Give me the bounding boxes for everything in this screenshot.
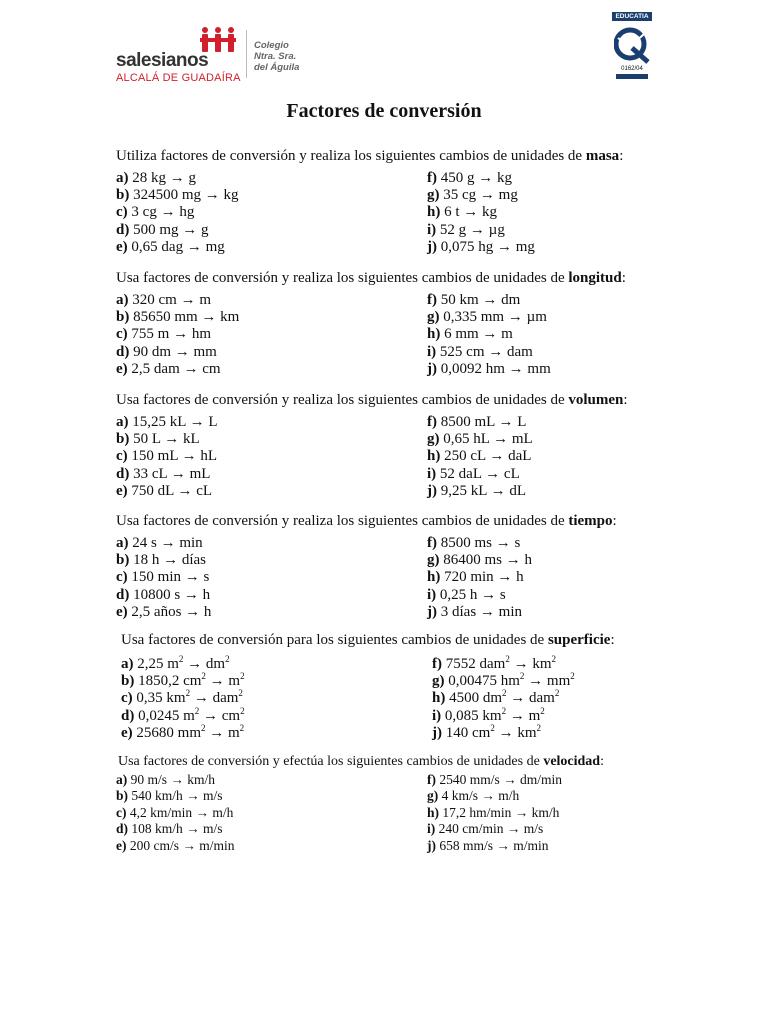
item-label: c) [116, 448, 132, 465]
instruction-keyword: longitud [568, 270, 622, 286]
exponent: 2 [185, 688, 191, 699]
item-text: 2,5 años → h [131, 603, 212, 620]
item-text: 3 días → min [440, 603, 522, 620]
exercise-item [116, 788, 223, 804]
item-label: g) [427, 309, 444, 326]
item-label: b) [116, 552, 134, 569]
item-text: 6 mm → m [444, 326, 513, 343]
item-text: 200 cm/s → m/min [129, 837, 235, 853]
exercise-item [427, 466, 520, 483]
item-label: b) [116, 309, 134, 326]
school-name [254, 40, 299, 73]
item-text: 85650 mm → km [133, 309, 240, 326]
exponent: 2 [519, 671, 525, 682]
item-text: 1850,2 cm [138, 673, 202, 690]
exercise-item [427, 414, 526, 431]
item-label: j) [427, 603, 441, 620]
instruction-text: Usa factores de conversión y realiza los siguientes cambios de unidades de [116, 270, 569, 286]
item-label: j) [427, 238, 441, 255]
item-label: e) [116, 360, 132, 377]
item-label: e) [116, 482, 132, 499]
exercise-item [427, 431, 533, 448]
exercise-item [116, 805, 233, 821]
item-label: b) [116, 187, 134, 204]
item-label: a) [121, 656, 138, 672]
item-text: 0,0092 hm → mm [440, 360, 551, 377]
exercise-item [427, 535, 520, 552]
item-label: d) [116, 586, 134, 603]
exercise-item [427, 292, 520, 309]
exponent: 2 [225, 654, 230, 664]
item-text: 755 m → hm [131, 326, 211, 343]
item-text: 8500 ms → s [440, 535, 521, 551]
section-instruction [116, 392, 628, 409]
item-label: d) [116, 343, 134, 360]
exponent: 2 [490, 722, 495, 733]
exponent: 2 [540, 705, 545, 716]
item-text: 240 cm/min → m/s [438, 821, 544, 837]
item-label: e) [116, 603, 132, 620]
exercise-item [427, 788, 519, 804]
cert-code: 0162/04 [621, 66, 643, 72]
exercise-item [427, 222, 505, 239]
item-text: 28 kg → g [132, 170, 196, 186]
exercise-item [427, 838, 549, 854]
item-text: 0,085 km [444, 707, 502, 724]
item-text: 50 L → kL [133, 431, 200, 448]
item-text: 86400 ms → h [443, 552, 533, 569]
exponent: 2 [570, 671, 575, 682]
item-text: 18 h → días [133, 552, 207, 569]
exercise-item [427, 569, 524, 586]
exercise-item [116, 344, 217, 361]
exponent: 2 [178, 654, 184, 664]
exercise-item [116, 448, 217, 465]
exercise-item [116, 569, 209, 586]
exponent: 2 [239, 722, 245, 733]
exercise-item [116, 466, 210, 483]
item-text: 25680 mm [136, 724, 201, 741]
instruction-text: Usa factores de conversión y realiza los siguientes cambios de unidades de [116, 513, 569, 529]
item-label: a) [116, 170, 133, 186]
item-text: 0,25 h → s [439, 586, 506, 603]
item-text: 500 mg → g [133, 221, 209, 238]
item-text: 658 mm/s → m/min [439, 837, 549, 853]
exercise-item [116, 483, 212, 500]
exercise-item [121, 673, 245, 690]
exercise-item [427, 604, 522, 621]
exponent: 2 [240, 705, 245, 716]
item-text: 10800 s → h [133, 586, 211, 603]
certification-seal [612, 12, 652, 82]
item-label: c) [121, 690, 137, 707]
item-label: j) [432, 724, 446, 741]
item-label: g) [427, 552, 444, 569]
item-text: 0,335 mm → µm [443, 309, 547, 326]
item-label: f) [427, 535, 441, 551]
item-text: 2,5 dam → cm [131, 360, 221, 377]
item-label: c) [116, 804, 130, 820]
item-text: 150 mL → hL [131, 448, 218, 465]
instruction-keyword: tiempo [568, 513, 613, 529]
item-label: d) [116, 465, 134, 482]
item-label: j) [427, 837, 440, 853]
exercise-item [121, 705, 245, 725]
exercise-item [427, 170, 512, 187]
item-label: g) [432, 673, 449, 690]
page-header [0, 0, 768, 95]
brand-place: ALCALÁ DE GUADAÍRA [116, 72, 241, 84]
item-text: 15,25 kL → L [132, 414, 218, 430]
exercise-item [427, 821, 543, 837]
item-text: 140 cm [445, 724, 491, 741]
exponent: 2 [240, 671, 245, 682]
item-text: 9,25 kL → dL [440, 482, 527, 499]
item-label: i) [427, 465, 440, 482]
exercise-item [427, 483, 526, 500]
exercise-item [432, 705, 545, 725]
section-instruction [116, 513, 617, 530]
item-label: f) [427, 292, 441, 308]
section-instruction [121, 632, 615, 649]
exercise-item [427, 309, 547, 326]
item-label: d) [116, 221, 134, 238]
item-label: b) [116, 431, 134, 448]
item-text: 750 dL → cL [131, 482, 213, 499]
item-text: → dm [183, 656, 226, 672]
exercise-item [427, 187, 518, 204]
item-text: → m [205, 673, 241, 690]
exponent: 2 [551, 654, 556, 664]
instruction-end: : [610, 632, 615, 648]
school-line-1: Colegio [254, 40, 289, 51]
instruction-text: Usa factores de conversión y realiza los siguientes cambios de unidades de [116, 392, 569, 408]
item-label: d) [116, 821, 132, 837]
school-line-2: Ntra. Sra. [254, 51, 297, 62]
item-text: 2540 mm/s → dm/min [439, 772, 563, 787]
exercise-item [116, 187, 239, 204]
item-text: → dam [506, 690, 555, 707]
item-text: → mm [524, 673, 571, 690]
section-instruction [118, 754, 604, 770]
exercise-item [116, 170, 196, 187]
item-text: 0,075 hg → mg [440, 238, 535, 255]
item-text: → m [205, 724, 240, 741]
item-text: 33 cL → mL [133, 465, 211, 482]
exercise-item [427, 204, 497, 221]
instruction-text: Usa factores de conversión y efectúa los siguientes cambios de unidades de [118, 754, 544, 769]
section-instruction [116, 270, 626, 287]
item-label: h) [427, 569, 445, 586]
item-text: 4 km/s → m/h [441, 788, 520, 804]
item-label: i) [427, 343, 440, 360]
item-label: e) [121, 724, 137, 741]
item-text: → km [509, 656, 552, 672]
item-text: → m [506, 707, 541, 724]
cert-label: EDUCATIA [612, 12, 652, 21]
exercise-item [427, 587, 506, 604]
instruction-keyword: velocidad [543, 754, 601, 769]
exercise-item [427, 239, 535, 256]
item-text: 52 daL → cL [439, 465, 520, 482]
exercise-item [116, 361, 221, 378]
item-text: → km [494, 724, 537, 741]
instruction-text: Utiliza factores de conversión y realiza los siguientes cambios de unidades de [116, 148, 586, 164]
item-text: 52 g → µg [439, 221, 505, 238]
item-label: h) [427, 326, 445, 343]
quality-seal-icon [614, 24, 650, 64]
item-text: 24 s → min [132, 535, 203, 551]
exponent: 2 [201, 722, 206, 733]
item-text: 720 min → h [444, 569, 524, 586]
item-text: 90 dm → mm [133, 343, 217, 360]
item-label: b) [116, 788, 132, 804]
exercise-item [121, 690, 243, 707]
item-label: c) [116, 204, 132, 221]
item-label: j) [427, 360, 441, 377]
exercise-item [427, 361, 551, 378]
item-label: c) [116, 326, 132, 343]
logo-divider [246, 30, 247, 78]
item-label: f) [427, 772, 440, 787]
section-instruction [116, 148, 623, 165]
item-label: e) [116, 238, 132, 255]
item-text: 8500 mL → L [440, 414, 527, 430]
instruction-end: : [619, 148, 624, 164]
exercise-item [427, 344, 533, 361]
cert-bar [616, 74, 648, 79]
item-label: a) [116, 535, 133, 551]
item-label: h) [427, 804, 443, 820]
instruction-end: : [621, 270, 626, 286]
item-text: 525 cm → dam [439, 343, 533, 360]
exercise-item [116, 604, 211, 621]
item-text: 2,25 m [137, 656, 179, 672]
page-title: Factores de conversión [286, 100, 482, 122]
item-label: f) [427, 170, 441, 186]
item-text: 90 m/s → km/h [130, 772, 216, 787]
item-text: 4,2 km/min → m/h [129, 804, 234, 820]
exercise-item [116, 292, 211, 309]
item-label: c) [116, 569, 132, 586]
exponent: 2 [554, 688, 560, 699]
instruction-end: : [600, 754, 604, 769]
item-text: 6 t → kg [444, 204, 498, 221]
item-text: 4500 dm [449, 690, 503, 707]
item-text: → dam [190, 690, 239, 707]
item-label: h) [427, 448, 445, 465]
instruction-end: : [623, 392, 628, 408]
item-text: 324500 mg → kg [133, 187, 239, 204]
exercise-item [116, 239, 225, 256]
item-label: i) [427, 586, 440, 603]
exercise-item [116, 431, 200, 448]
exercise-item [116, 414, 218, 431]
item-label: g) [427, 431, 444, 448]
item-label: g) [427, 788, 442, 804]
item-text: 0,65 hL → mL [443, 431, 533, 448]
item-label: a) [116, 292, 133, 308]
exponent: 2 [194, 705, 200, 716]
item-label: h) [432, 690, 450, 707]
item-label: i) [427, 821, 439, 837]
exercise-item [116, 772, 215, 788]
exponent: 2 [536, 722, 541, 733]
item-text: 0,00475 hm [448, 673, 520, 690]
instruction-keyword: masa [585, 148, 620, 164]
item-label: a) [116, 414, 133, 430]
item-text: 250 cL → daL [444, 448, 532, 465]
item-text: → cm [199, 707, 241, 724]
exercise-item [427, 772, 562, 788]
item-text: 540 km/h → m/s [131, 788, 223, 804]
exercise-item [427, 326, 513, 343]
item-label: i) [427, 221, 440, 238]
item-label: d) [121, 707, 139, 724]
exercise-item [116, 838, 235, 854]
exercise-item [121, 722, 245, 742]
item-label: g) [427, 187, 444, 204]
exercise-item [121, 656, 230, 673]
exponent: 2 [501, 705, 507, 716]
item-text: 3 cg → hg [131, 204, 195, 221]
instruction-end: : [612, 513, 617, 529]
exercise-item [116, 204, 194, 221]
instruction-text: Usa factores de conversión para los siguientes cambios de unidades de [121, 632, 548, 648]
item-label: h) [427, 204, 445, 221]
exercise-item [116, 552, 206, 569]
exercise-item [116, 309, 239, 326]
item-label: e) [116, 837, 130, 853]
item-text: 17,2 hm/min → km/h [442, 804, 560, 820]
item-text: 0,35 km [136, 690, 186, 707]
exponent: 2 [502, 688, 507, 699]
item-label: i) [432, 707, 445, 724]
item-label: f) [432, 656, 446, 672]
exponent: 2 [201, 671, 206, 682]
item-text: 150 min → s [131, 569, 210, 586]
brand-name: salesianos [116, 50, 209, 71]
item-text: 7552 dam [445, 656, 506, 672]
item-label: b) [121, 673, 139, 690]
item-text: 108 km/h → m/s [131, 821, 223, 837]
exercise-item [427, 552, 532, 569]
exercise-item [116, 535, 203, 552]
item-label: a) [116, 772, 131, 787]
exponent: 2 [238, 688, 243, 699]
exercise-item [432, 656, 556, 673]
item-label: f) [427, 414, 441, 430]
item-text: 450 g → kg [440, 170, 512, 186]
item-label: j) [427, 482, 441, 499]
exercise-item [116, 326, 211, 343]
salesianos-logo [116, 26, 312, 84]
exercise-item [427, 448, 531, 465]
item-text: 50 km → dm [440, 292, 521, 308]
instruction-keyword: volumen [568, 392, 624, 408]
item-text: 320 cm → m [132, 292, 211, 308]
exercise-item [432, 722, 541, 742]
exercise-item [116, 222, 209, 239]
instruction-keyword: superficie [547, 632, 611, 648]
exercise-item [116, 821, 223, 837]
item-text: 0,65 dag → mg [131, 238, 225, 255]
item-text: 35 cg → mg [443, 187, 518, 204]
exercise-item [427, 805, 559, 821]
exercise-item [116, 587, 210, 604]
exponent: 2 [505, 654, 510, 664]
school-line-3: del Águila [254, 62, 300, 73]
item-text: 0,0245 m [138, 707, 195, 724]
